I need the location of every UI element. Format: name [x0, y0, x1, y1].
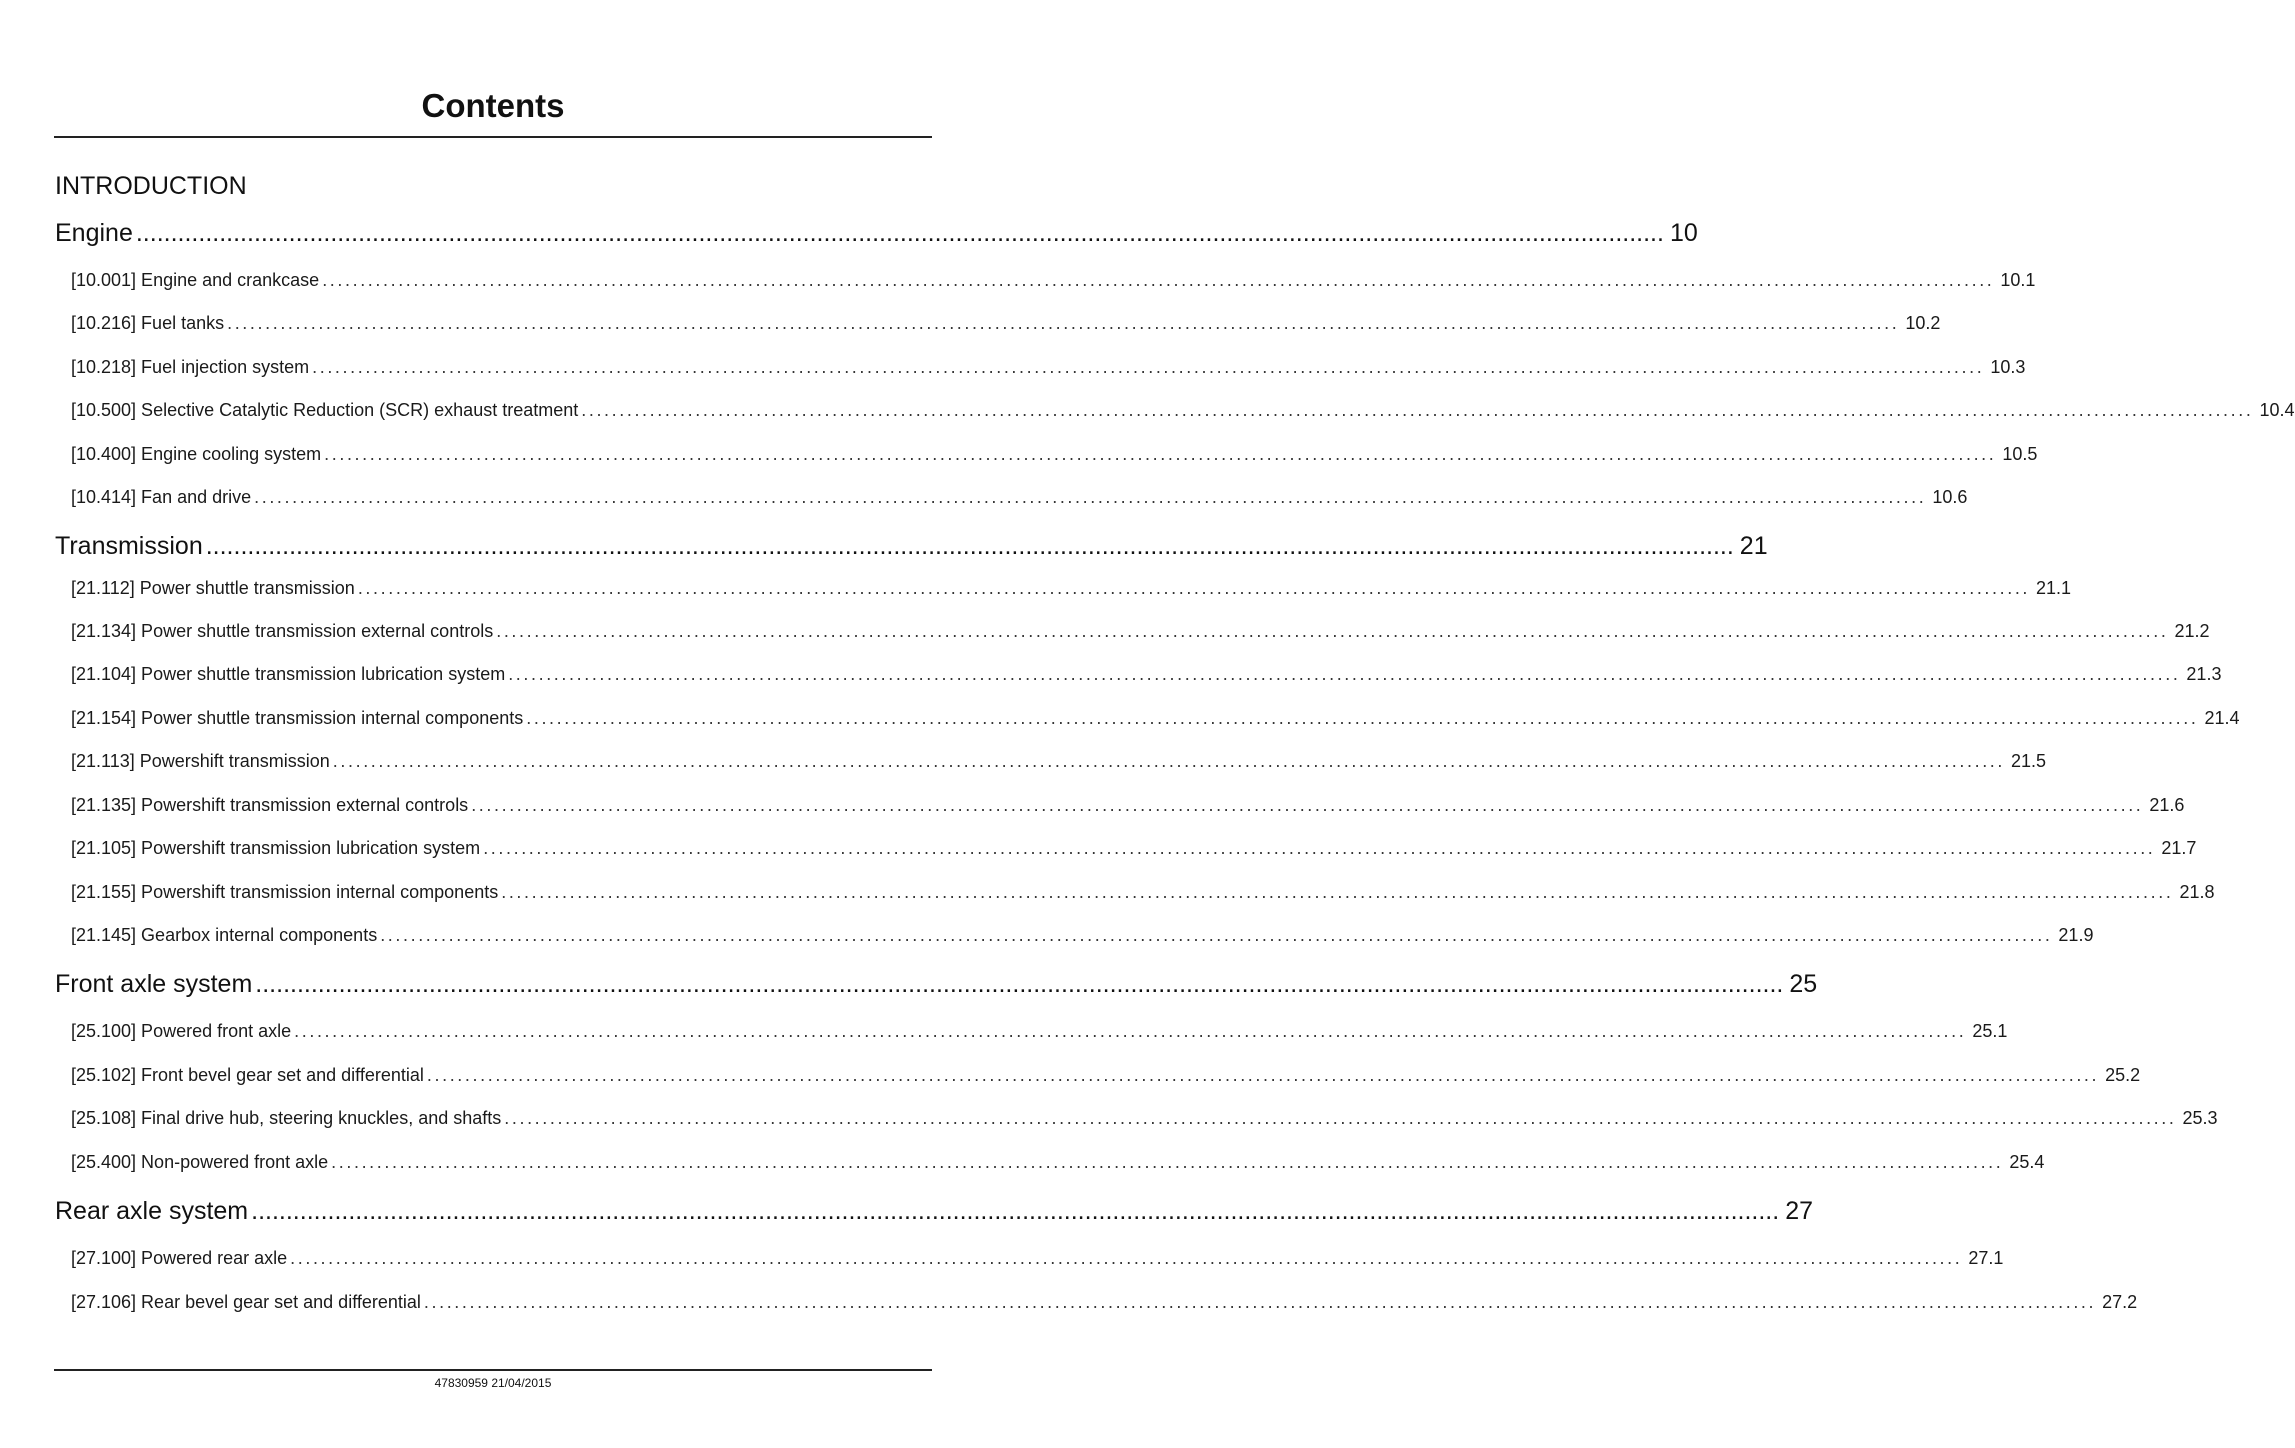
dot-leader: ............................................................................................................................................................................................................................: [332, 751, 2006, 771]
toc-chapter-transmission[interactable]: [55, 529, 1768, 563]
dot-leader: ............................................................................................................................................................................................................................: [526, 708, 2199, 728]
dot-leader: ............................................................................................................................................................................................................................: [508, 664, 2181, 684]
toc-chapter-page: 10: [1669, 219, 1698, 247]
toc-section-entry[interactable]: [71, 1149, 2045, 1175]
toc-section-page: 21.6: [2149, 795, 2185, 815]
toc-section-entry[interactable]: [71, 484, 1968, 510]
toc-section-title: [10.414] Fan and drive: [71, 487, 252, 507]
toc-section-page: 10.6: [1932, 487, 1968, 507]
toc-section-title: [25.400] Non-powered front axle: [71, 1152, 329, 1172]
toc-section-entry[interactable]: [71, 397, 2295, 423]
toc-section-title: [21.105] Powershift transmission lubrication system: [71, 838, 481, 858]
toc-section-title: [21.134] Power shuttle transmission external controls: [71, 621, 494, 641]
toc-section-title: [27.106] Rear bevel gear set and differential: [71, 1292, 421, 1312]
toc-section-entry[interactable]: [71, 661, 2222, 687]
dot-leader: ............................................................................................................................................................................................................................: [290, 1248, 1963, 1268]
toc-section-entry[interactable]: [71, 618, 2210, 644]
toc-section-title: [21.113] Powershift transmission: [71, 751, 330, 771]
toc-section-title: [25.108] Final drive hub, steering knuckles, and shafts: [71, 1108, 502, 1128]
toc-section-entry[interactable]: [71, 835, 2197, 861]
toc-section-entry[interactable]: [71, 1062, 2141, 1088]
toc-chapter-rear-axle-system[interactable]: [55, 1194, 1814, 1228]
toc-section-entry[interactable]: [71, 792, 2185, 818]
toc-section-title: [25.102] Front bevel gear set and differential: [71, 1065, 424, 1085]
page-title: Contents: [421, 87, 565, 124]
toc-section-page: 21.7: [2161, 838, 2197, 858]
toc-section-page: 27.2: [2102, 1292, 2138, 1312]
dot-leader: ............................................................................................................................................................................................................................: [255, 970, 1784, 998]
toc-section-page: 21.9: [2058, 925, 2094, 945]
toc-section-entry[interactable]: [71, 310, 1941, 336]
dot-leader: ............................................................................................................................................................................................................................: [426, 1065, 2100, 1085]
dot-leader: ............................................................................................................................................................................................................................: [471, 795, 2144, 815]
toc-section-page: 10.5: [2002, 444, 2038, 464]
dot-leader: ............................................................................................................................................................................................................................: [483, 838, 2156, 858]
toc-section-page: 25.4: [2009, 1152, 2045, 1172]
dot-leader: ............................................................................................................................................................................................................................: [312, 357, 1985, 377]
toc-section-entry[interactable]: [71, 1105, 2218, 1131]
toc-section-entry[interactable]: [71, 705, 2240, 731]
toc-section-entry[interactable]: [71, 575, 2072, 601]
toc-section-title: [27.100] Powered rear axle: [71, 1248, 288, 1268]
dot-leader: ............................................................................................................................................................................................................................: [496, 621, 2169, 641]
dot-leader: ............................................................................................................................................................................................................................: [205, 532, 1734, 560]
dot-leader: ............................................................................................................................................................................................................................: [357, 578, 2031, 598]
toc-section-page: 21.4: [2204, 708, 2240, 728]
toc-section-entry[interactable]: [71, 879, 2215, 905]
toc-section-entry[interactable]: [71, 1245, 2004, 1271]
dot-leader: ............................................................................................................................................................................................................................: [331, 1152, 2004, 1172]
toc-section-title: [21.104] Power shuttle transmission lubrication system: [71, 664, 506, 684]
toc-chapter-title: Front axle system: [55, 970, 253, 998]
dot-leader: ............................................................................................................................................................................................................................: [504, 1108, 2177, 1128]
dot-leader: ............................................................................................................................................................................................................................: [423, 1292, 2097, 1312]
toc-chapter-engine[interactable]: [55, 216, 1698, 250]
toc-chapter-page: 25: [1789, 970, 1818, 998]
toc-section-page: 21.3: [2186, 664, 2222, 684]
toc-section-page: 21.1: [2036, 578, 2072, 598]
toc-section-page: 10.1: [2000, 270, 2036, 290]
toc-chapter-title: Transmission: [55, 532, 203, 560]
toc-section-entry[interactable]: [71, 1289, 2138, 1315]
toc-section-page: 25.1: [1972, 1021, 2008, 1041]
title-divider: [54, 136, 932, 138]
toc-section-title: [21.155] Powershift transmission internal components: [71, 882, 499, 902]
toc-chapter-page: 21: [1739, 532, 1768, 560]
dot-leader: ............................................................................................................................................................................................................................: [380, 925, 2053, 945]
dot-leader: ............................................................................................................................................................................................................................: [324, 444, 1997, 464]
toc-section-page: 10.3: [1990, 357, 2026, 377]
footer-divider: [54, 1369, 932, 1371]
toc-section-entry[interactable]: [71, 267, 2036, 293]
toc-section-entry[interactable]: [71, 748, 2047, 774]
toc-section-title: [21.135] Powershift transmission external controls: [71, 795, 469, 815]
toc-section-page: 25.2: [2105, 1065, 2141, 1085]
dot-leader: ............................................................................................................................................................................................................................: [581, 400, 2254, 420]
toc-introduction-heading[interactable]: INTRODUCTION: [55, 172, 247, 200]
toc-section-page: 21.2: [2174, 621, 2210, 641]
toc-section-page: 10.2: [1905, 313, 1941, 333]
toc-section-entry[interactable]: [71, 1018, 2008, 1044]
toc-section-title: [10.400] Engine cooling system: [71, 444, 322, 464]
toc-section-title: [10.216] Fuel tanks: [71, 313, 225, 333]
toc-section-page: 25.3: [2182, 1108, 2218, 1128]
toc-section-page: 21.5: [2011, 751, 2047, 771]
dot-leader: ............................................................................................................................................................................................................................: [294, 1021, 1967, 1041]
toc-section-title: [21.112] Power shuttle transmission: [71, 578, 355, 598]
toc-section-entry[interactable]: [71, 441, 2038, 467]
footer-document-id-date: 47830959 21/04/2015: [434, 1376, 552, 1390]
toc-section-entry[interactable]: [71, 354, 2026, 380]
toc-section-page: 27.1: [1968, 1248, 2004, 1268]
dot-leader: ............................................................................................................................................................................................................................: [322, 270, 1995, 290]
dot-leader: ............................................................................................................................................................................................................................: [501, 882, 2174, 902]
toc-section-title: [21.145] Gearbox internal components: [71, 925, 378, 945]
toc-section-title: [10.218] Fuel injection system: [71, 357, 310, 377]
toc-chapter-title: Rear axle system: [55, 1197, 249, 1225]
toc-section-page: 10.4: [2259, 400, 2295, 420]
toc-section-title: [10.001] Engine and crankcase: [71, 270, 320, 290]
toc-chapter-front-axle-system[interactable]: [55, 967, 1818, 1001]
dot-leader: ............................................................................................................................................................................................................................: [251, 1197, 1780, 1225]
dot-leader: ............................................................................................................................................................................................................................: [135, 219, 1664, 247]
toc-section-title: [25.100] Powered front axle: [71, 1021, 292, 1041]
toc-section-page: 21.8: [2179, 882, 2215, 902]
toc-chapter-title: Engine: [55, 219, 133, 247]
toc-section-title: [10.500] Selective Catalytic Reduction (SCR) exhaust treatment: [71, 400, 579, 420]
toc-section-title: [21.154] Power shuttle transmission internal components: [71, 708, 524, 728]
toc-section-entry[interactable]: [71, 922, 2094, 948]
dot-leader: ............................................................................................................................................................................................................................: [227, 313, 1900, 333]
dot-leader: ............................................................................................................................................................................................................................: [254, 487, 1927, 507]
toc-chapter-page: 27: [1785, 1197, 1814, 1225]
